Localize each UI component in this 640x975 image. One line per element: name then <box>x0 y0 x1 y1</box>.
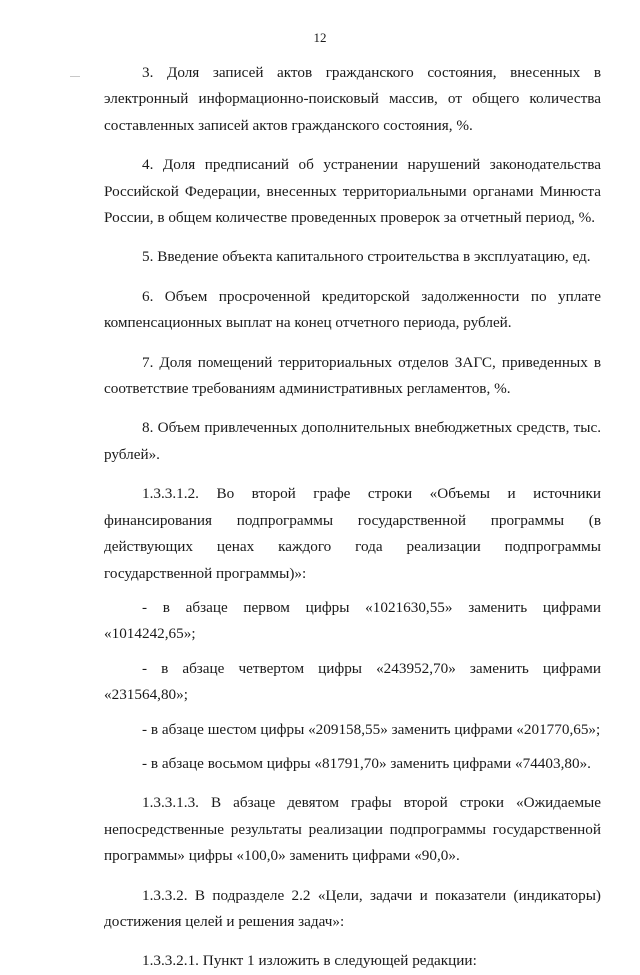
paragraph-indicator-4: 4. Доля предписаний об устранении нарушений законодательства Российской Федерации, внесенных территориальными органами Минюста России, в общем количестве проведенных проверок за отчетный период, %. <box>104 156 601 227</box>
paragraph-amendment-eighth: - в абзаце восьмом цифры «81791,70» заменить цифрами «74403,80». <box>142 754 591 772</box>
paragraph-indicator-7: 7. Доля помещений территориальных отделов ЗАГС, приведенных в соответствие требованиям административных регламентов, %. <box>104 353 601 398</box>
paragraph-indicator-3: 3. Доля записей актов гражданского состояния, внесенных в электронный информационно-поисковый массив, от общего количества составленных записей актов гражданского состояния, %. <box>104 64 601 134</box>
paragraph-amendment-fourth: - в абзаце четвертом цифры «243952,70» заменить цифрами «231564,80»; <box>104 659 601 704</box>
paragraph-1-3-3-1-3: 1.3.3.1.3. В абзаце девятом графы второй строки «Ожидаемые непосредственные результаты реализации подпрограммы государственной программы» цифры «100,0» заменить цифрами «90,0». <box>104 794 601 865</box>
margin-mark <box>70 76 80 77</box>
document-body <box>104 60 601 975</box>
paragraph-1-3-3-2: 1.3.3.2. В подразделе 2.2 «Цели, задачи и показатели (индикаторы) достижения целей и решения задач»: <box>104 886 601 930</box>
paragraph-indicator-8: 8. Объем привлеченных дополнительных внебюджетных средств, тыс. рублей». <box>104 419 601 463</box>
paragraph-1-3-3-1-2: 1.3.3.1.2. Во второй графе строки «Объемы и источники финансирования подпрограммы государственной программы (в действующих ценах каждого года реализации подпрограммы государственной программы)»: <box>104 485 601 582</box>
paragraph-indicator-6: 6. Объем просроченной кредиторской задолженности по уплате компенсационных выплат на конец отчетного периода, рублей. <box>104 287 601 332</box>
paragraph-amendment-first: - в абзаце первом цифры «1021630,55» заменить цифрами «1014242,65»; <box>104 598 601 643</box>
paragraph-amendment-sixth: - в абзаце шестом цифры «209158,55» заменить цифрами «201770,65»; <box>142 720 601 738</box>
paragraph-1-3-3-2-1: 1.3.3.2.1. Пункт 1 изложить в следующей редакции: <box>142 952 477 970</box>
page-number: 12 <box>313 30 327 45</box>
paragraph-indicator-5: 5. Введение объекта капитального строительства в эксплуатацию, ед. <box>142 248 591 266</box>
